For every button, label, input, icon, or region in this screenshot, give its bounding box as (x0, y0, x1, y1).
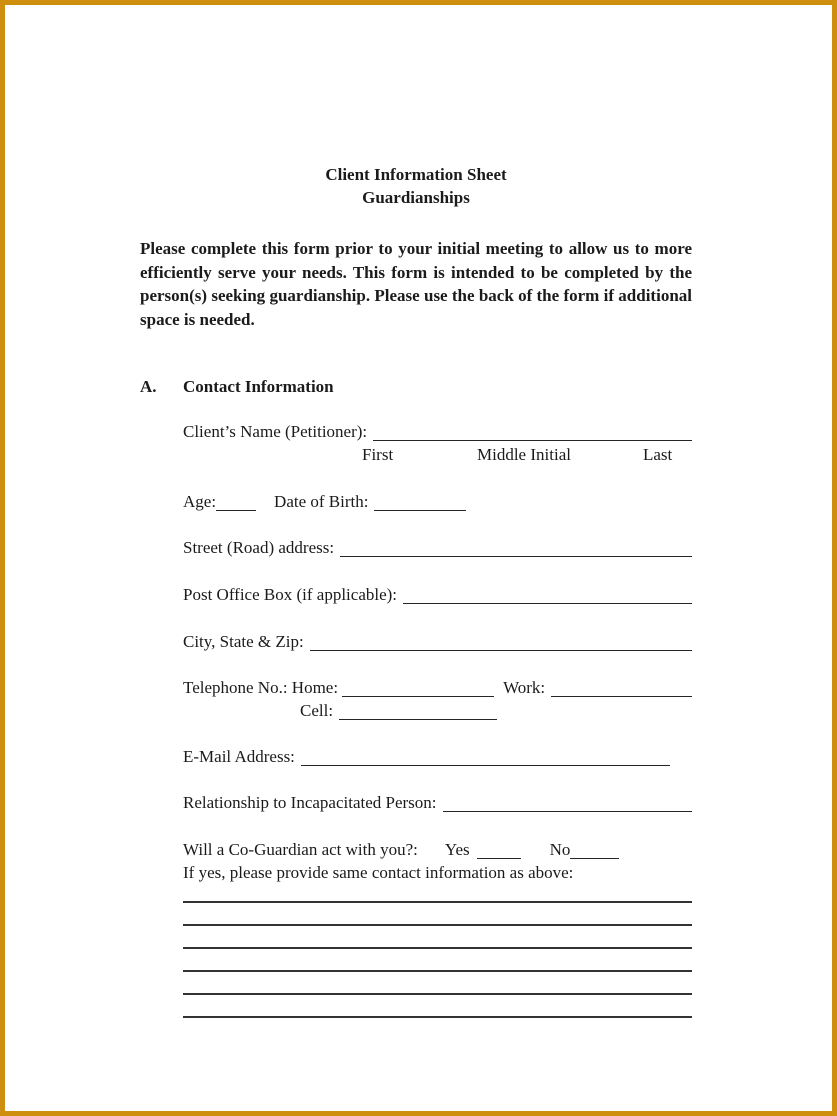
middle-initial-sublabel: Middle Initial (477, 445, 571, 464)
client-name-input-line[interactable] (373, 420, 692, 441)
city-state-zip-input-line[interactable] (310, 630, 692, 651)
if-yes-note-row (183, 861, 692, 884)
email-row (183, 745, 692, 768)
age-dob-row (183, 490, 692, 513)
blank-line[interactable] (183, 949, 692, 972)
blank-line[interactable] (183, 926, 692, 949)
section-a-heading (140, 375, 692, 398)
street-label: Street (Road) address: (183, 538, 335, 557)
client-name-row (183, 420, 692, 443)
phone-work-label: Work: (503, 678, 546, 697)
if-yes-note: If yes, please provide same contact information as above: (183, 863, 574, 882)
cell-row (183, 699, 692, 722)
relationship-label: Relationship to Incapacitated Person: (183, 793, 437, 812)
intro-paragraph: Please complete this form prior to your initial meeting to allow us to more efficiently serve your needs. This form is intended to be completed by the person(s) seeking guardianship. Please use the back of the form if additional space is needed. (140, 239, 692, 329)
dob-input-line[interactable] (374, 490, 466, 511)
document-body (5, 5, 832, 1018)
phone-row (183, 676, 692, 699)
contact-fields (140, 420, 692, 1018)
no-label: No (549, 840, 571, 859)
phone-home-label: Telephone No.: Home: (183, 678, 339, 697)
age-label: Age: (183, 492, 217, 511)
street-row (183, 536, 692, 559)
po-box-input-line[interactable] (403, 583, 692, 604)
age-input-line[interactable] (216, 490, 256, 511)
phone-home-input-line[interactable] (342, 676, 494, 697)
phone-cell-label: Cell: (300, 701, 334, 720)
blank-line[interactable] (183, 972, 692, 995)
section-letter: A. (140, 377, 157, 396)
title-line-2: Guardianships (362, 188, 470, 207)
relationship-input-line[interactable] (443, 791, 692, 812)
email-input-line[interactable] (301, 745, 670, 766)
phone-work-input-line[interactable] (551, 676, 692, 697)
blank-line[interactable] (183, 995, 692, 1018)
yes-label: Yes (444, 840, 470, 859)
title-line-1: Client Information Sheet (325, 165, 507, 184)
phone-cell-input-line[interactable] (339, 699, 497, 720)
co-guardian-blank-lines (183, 884, 692, 1018)
city-state-zip-label: City, State & Zip: (183, 632, 304, 651)
no-input-line[interactable] (570, 838, 619, 859)
client-name-label: Client’s Name (Petitioner): (183, 422, 368, 441)
blank-line[interactable] (183, 884, 692, 903)
email-label: E-Mail Address: (183, 747, 295, 766)
city-state-zip-row (183, 630, 692, 653)
relationship-row (183, 791, 692, 814)
street-input-line[interactable] (340, 536, 692, 557)
first-name-sublabel: First (362, 445, 394, 464)
po-box-label: Post Office Box (if applicable): (183, 585, 398, 604)
section-title: Contact Information (183, 377, 334, 396)
blank-line[interactable] (183, 903, 692, 926)
co-guardian-row (183, 838, 692, 861)
co-guardian-question-label: Will a Co-Guardian act with you?: (183, 840, 418, 859)
yes-input-line[interactable] (477, 838, 521, 859)
document-title (140, 163, 692, 209)
name-sublabels-row (183, 443, 692, 466)
po-box-row (183, 583, 692, 606)
last-name-sublabel: Last (643, 445, 673, 464)
dob-label: Date of Birth: (274, 492, 369, 511)
